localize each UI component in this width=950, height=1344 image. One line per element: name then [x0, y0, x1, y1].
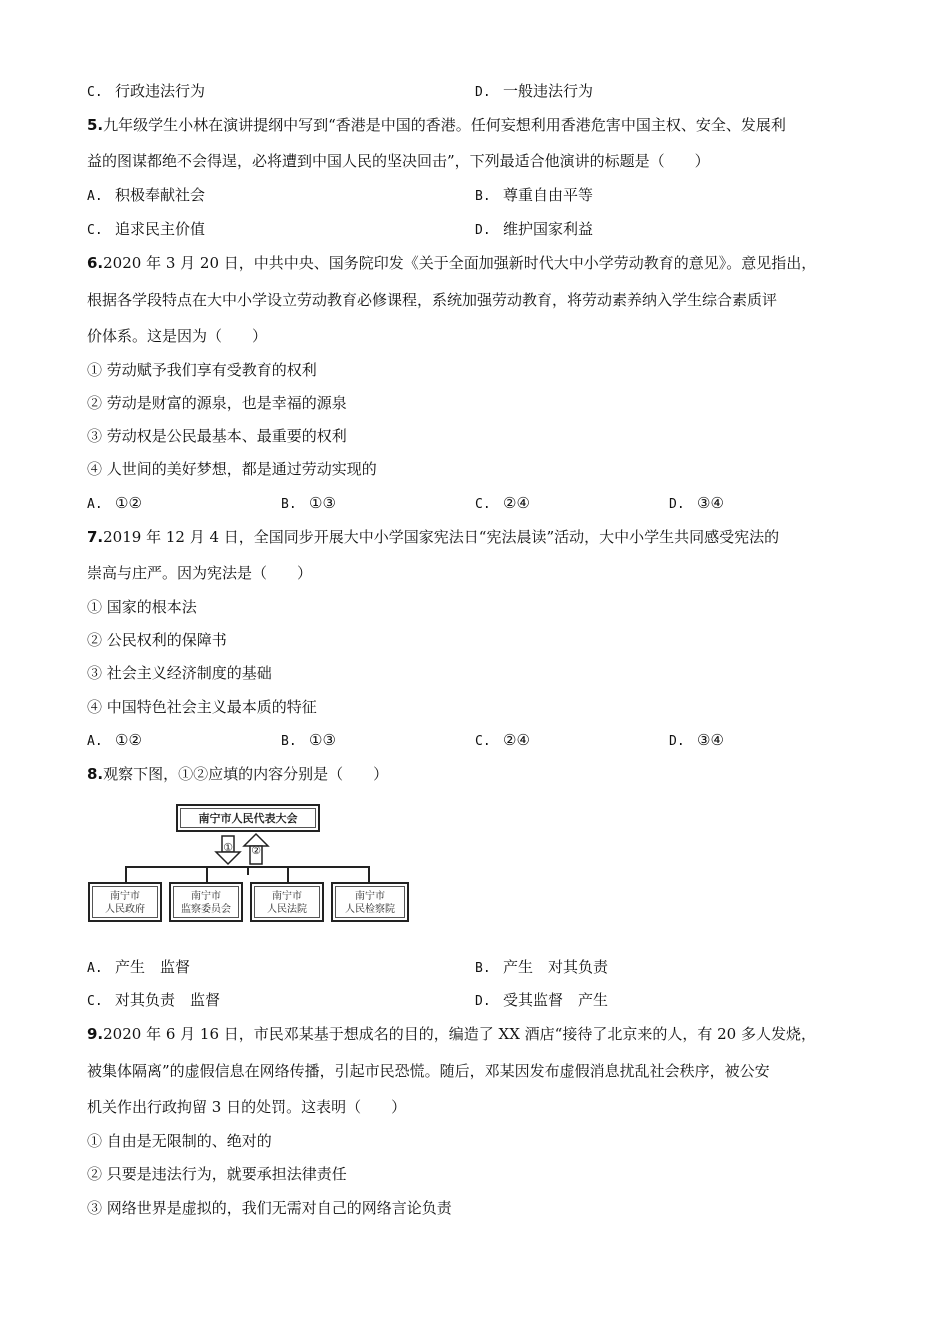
q6-item-2: ② 劳动是财富的源泉，也是幸福的源泉 — [87, 394, 347, 412]
connector-horizontal — [125, 866, 369, 868]
diagram-arrows — [214, 832, 274, 868]
connector-drop-1 — [125, 866, 127, 882]
q8-option-d: D. 受其监督 产生 — [475, 991, 609, 1009]
q5-option-d: D. 维护国家利益 — [475, 220, 594, 238]
q9-stem-line1: 9.2020 年 6 月 16 日，市民邓某基于想成名的目的，编造了 XX 酒店“接待了北京来的人，有 20 多人发烧， — [87, 1025, 816, 1043]
q6-item-3: ③ 劳动权是公民最基本、最重要的权利 — [87, 427, 347, 445]
q9-stem-line2: 被集体隔离”的虚假信息在网络传播，引起市民恐慌。随后，邓某因发布虚假消息扰乱社会秩序，被公安 — [87, 1062, 770, 1080]
connector-drop-3 — [287, 866, 289, 882]
q5-stem-line1: 5.九年级学生小林在演讲提纲中写到“香港是中国的香港。任何妄想利用香港危害中国主权、安全、发展利 — [87, 116, 786, 134]
q8-option-b: B. 产生 对其负责 — [475, 958, 609, 976]
q6-option-b: B. ①③ — [281, 494, 336, 512]
q5-stem-line2: 益的图谋都绝不会得逞，必将遭到中国人民的坚决回击”，下列最适合他演讲的标题是（ ） — [87, 152, 710, 170]
diagram-box-government: 南宁市 人民政府 — [88, 882, 162, 922]
q4-option-d: D. 一般违法行为 — [475, 82, 594, 100]
arrow-label-2: ② — [251, 844, 261, 857]
arrow-up-icon — [244, 834, 268, 864]
diagram-box-supervision: 南宁市 监察委员会 — [169, 882, 243, 922]
q9-stem-line3: 机关作出行政拘留 3 日的处罚。这表明（ ） — [87, 1098, 407, 1116]
q7-item-2: ② 公民权利的保障书 — [87, 631, 227, 649]
q8-stem-line1: 8.观察下图，①②应填的内容分别是（ ） — [87, 765, 389, 783]
q7-option-b: B. ①③ — [281, 731, 336, 749]
q5-option-c: C. 追求民主价值 — [87, 220, 206, 238]
q7-stem-line2: 崇高与庄严。因为宪法是（ ） — [87, 564, 313, 582]
org-diagram — [88, 800, 408, 930]
q6-item-1: ① 劳动赋予我们享有受教育的权利 — [87, 361, 317, 379]
diagram-box-court: 南宁市 人民法院 — [250, 882, 324, 922]
q9-item-3: ③ 网络世界是虚拟的，我们无需对自己的网络言论负责 — [87, 1199, 452, 1217]
q9-item-1: ① 自由是无限制的、绝对的 — [87, 1132, 272, 1150]
connector-drop-2 — [206, 866, 208, 882]
diagram-top-box: 南宁市人民代表大会 — [176, 804, 320, 832]
q8-option-c: C. 对其负责 监督 — [87, 991, 221, 1009]
q6-stem-line2: 根据各学段特点在大中小学设立劳动教育必修课程，系统加强劳动教育，将劳动素养纳入学生综合素质评 — [87, 291, 778, 309]
q6-item-4: ④ 人世间的美好梦想，都是通过劳动实现的 — [87, 460, 377, 478]
q6-option-d: D. ③④ — [669, 494, 724, 512]
q6-option-c: C. ②④ — [475, 494, 530, 512]
q7-option-d: D. ③④ — [669, 731, 724, 749]
connector-drop-4 — [368, 866, 370, 882]
q9-item-2: ② 只要是违法行为，就要承担法律责任 — [87, 1165, 347, 1183]
q7-item-3: ③ 社会主义经济制度的基础 — [87, 664, 272, 682]
q6-stem-line3: 价体系。这是因为（ ） — [87, 327, 268, 345]
q4-option-c: C. 行政违法行为 — [87, 82, 206, 100]
diagram-box-procuratorate: 南宁市 人民检察院 — [331, 882, 409, 922]
q7-item-1: ① 国家的根本法 — [87, 598, 197, 616]
q7-option-a: A. ①② — [87, 731, 142, 749]
arrow-label-1: ① — [223, 841, 233, 854]
q8-option-a: A. 产生 监督 — [87, 958, 191, 976]
q6-option-a: A. ①② — [87, 494, 142, 512]
arrow-down-icon — [216, 836, 240, 864]
q7-option-c: C. ②④ — [475, 731, 530, 749]
q5-option-b: B. 尊重自由平等 — [475, 186, 594, 204]
q6-stem-line1: 6.2020 年 3 月 20 日，中共中央、国务院印发《关于全面加强新时代大中小学劳动教育的意见》。意见指出， — [87, 254, 817, 272]
q5-option-a: A. 积极奉献社会 — [87, 186, 206, 204]
q7-stem-line1: 7.2019 年 12 月 4 日，全国同步开展大中小学国家宪法日“宪法晨读”活动，大中小学生共同感受宪法的 — [87, 528, 780, 546]
q7-item-4: ④ 中国特色社会主义最本质的特征 — [87, 698, 317, 716]
